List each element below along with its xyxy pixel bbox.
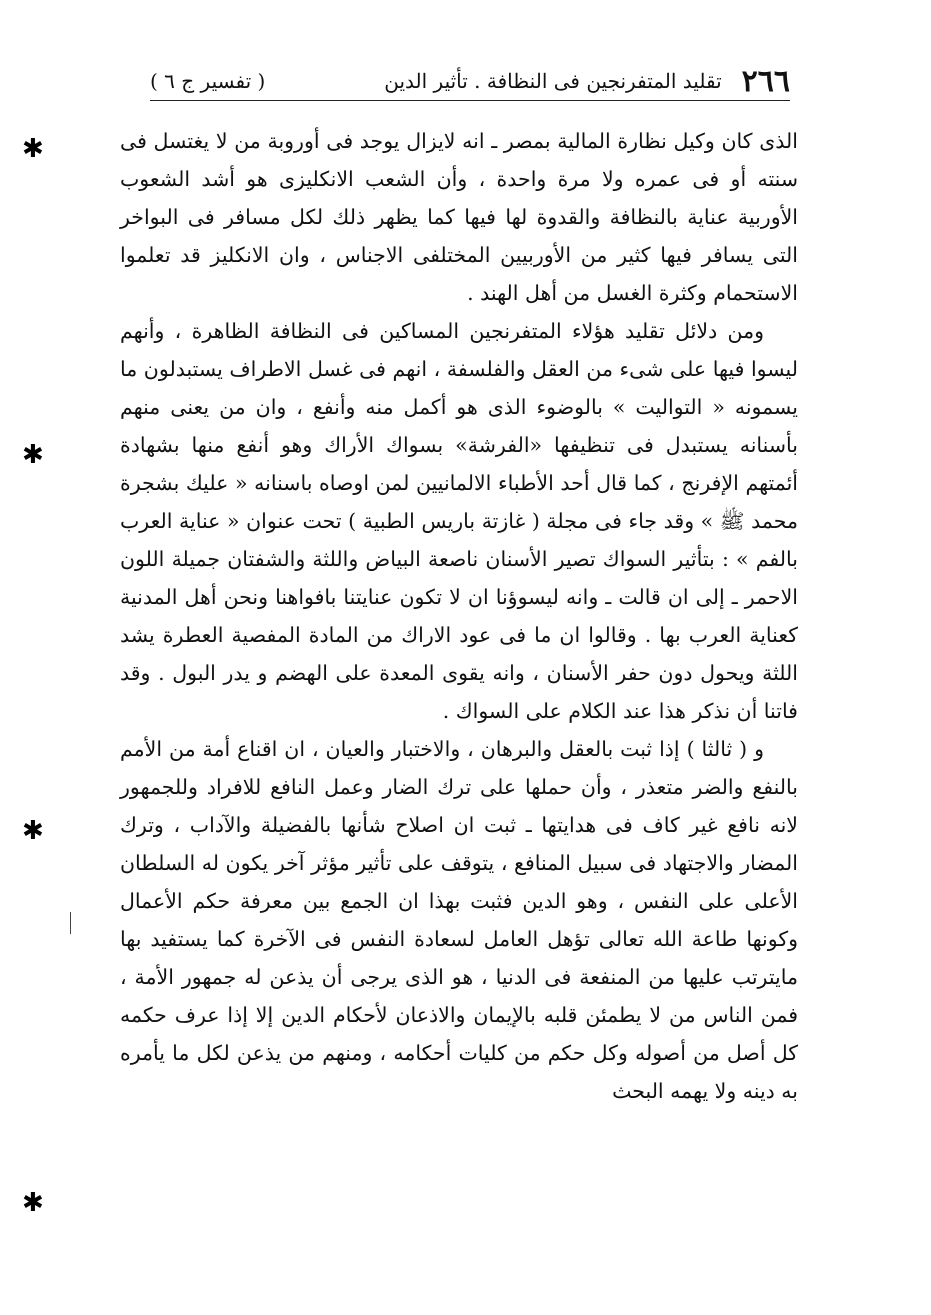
paragraph-1: الذى كان وكيل نظارة المالية بمصر ـ انه لايزال يوجد فى أوروبة من لا يغتسل فى سنته أو فى عمره ولا مرة واحدة ، وأن الشعب الانكليزى هو أشد الشعوب الأوربية عناية بالنظافة والقدوة لها فيها كما يظهر ذلك لكل مسافر فى البواخر التى يسافر فيها كثير من الأوربيين المختلفى الاجناس ، وان الانكليز قد تعلموا الاستحمام وكثرة الغسل من أهل الهند .	[120, 129, 798, 305]
margin-ornament-icon: ✱	[22, 1188, 44, 1218]
page-header	[150, 63, 790, 99]
header-rule	[150, 100, 790, 101]
page-number: ٢٦٦	[741, 63, 790, 99]
paragraph-2: ومن دلائل تقليد هؤلاء المتفرنجين المساكين فى النظافة الظاهرة ، وأنهم ليسوا فيها على شىء من العقل والفلسفة ، انهم فى غسل الاطراف يستبدلون ما يسمونه « التواليت » بالوضوء الذى هو أكمل منه وأنفع ، وان من يعنى منهم بأسنانه يستبدل فى تنظيفها «الفرشة» بسواك الأراك وهو أنفع منها بشهادة أئمتهم الإفرنج ، كما قال أحد الأطباء الالمانيين لمن اوصاه باسنانه « عليك بشجرة محمد ﷺ » وقد جاء فى مجلة ( غازتة باريس الطبية ) تحت عنوان « عناية العرب بالفم » : بتأثير السواك تصير الأسنان ناصعة البياض واللثة والشفتان جميلة اللون الاحمر ـ إلى ان قالت ـ وانه ليسوؤنا ان لا تكون عنايتنا بافواهنا ونحن أهل المدنية كعناية العرب بها . وقالوا ان ما فى عود الاراك من المادة المفصية العطرة يشد اللثة ويحول دون حفر الأسنان ، وانه يقوى المعدة على الهضم و يدر البول . وقد فاتنا أن نذكر هذا عند الكلام على السواك .	[120, 319, 798, 723]
margin-tick-mark	[70, 912, 71, 934]
volume-reference: ( تفسير ج ٦ )	[150, 69, 266, 93]
body-text	[120, 122, 798, 1110]
margin-ornament-icon: ✱	[22, 134, 44, 164]
paragraph-3: و ( ثالثا ) إذا ثبت بالعقل والبرهان ، والاختبار والعيان ، ان اقناع أمة من الأمم بالنفع والضر متعذر ، وأن حملها على ترك الضار وعمل النافع للافراد وللجمهور لانه نافع غير كاف فى هدايتها ـ ثبت ان اصلاح شأنها بالفضيلة والآداب ، وترك المضار والاجتهاد فى سبيل المنافع ، يتوقف على تأثير مؤثر آخر يكون له السلطان الأعلى على النفس ، وهو الدين فثبت بهذا ان الجمع بين معرفة حكم الأعمال وكونها طاعة الله تعالى تؤهل العامل لسعادة النفس فى الآخرة كما يستفيد بها مايترتب عليها من المنفعة فى الدنيا ، هو الذى يرجى أن يذعن له جمهور الأمة ، فمن الناس من لا يطمئن قلبه بالإيمان والاذعان لأحكام الدين إلا إذا عرف حكمه كل أصل من أصوله وكل حكم من كليات أحكامه ، ومنهم من يذعن لكل ما يأمره به دينه ولا يهمه البحث	[120, 737, 798, 1103]
margin-ornament-icon: ✱	[22, 816, 44, 846]
margin-ornament-icon: ✱	[22, 440, 44, 470]
running-title: تقليد المتفرنجين فى النظافة . تأثير الدين	[384, 69, 722, 93]
